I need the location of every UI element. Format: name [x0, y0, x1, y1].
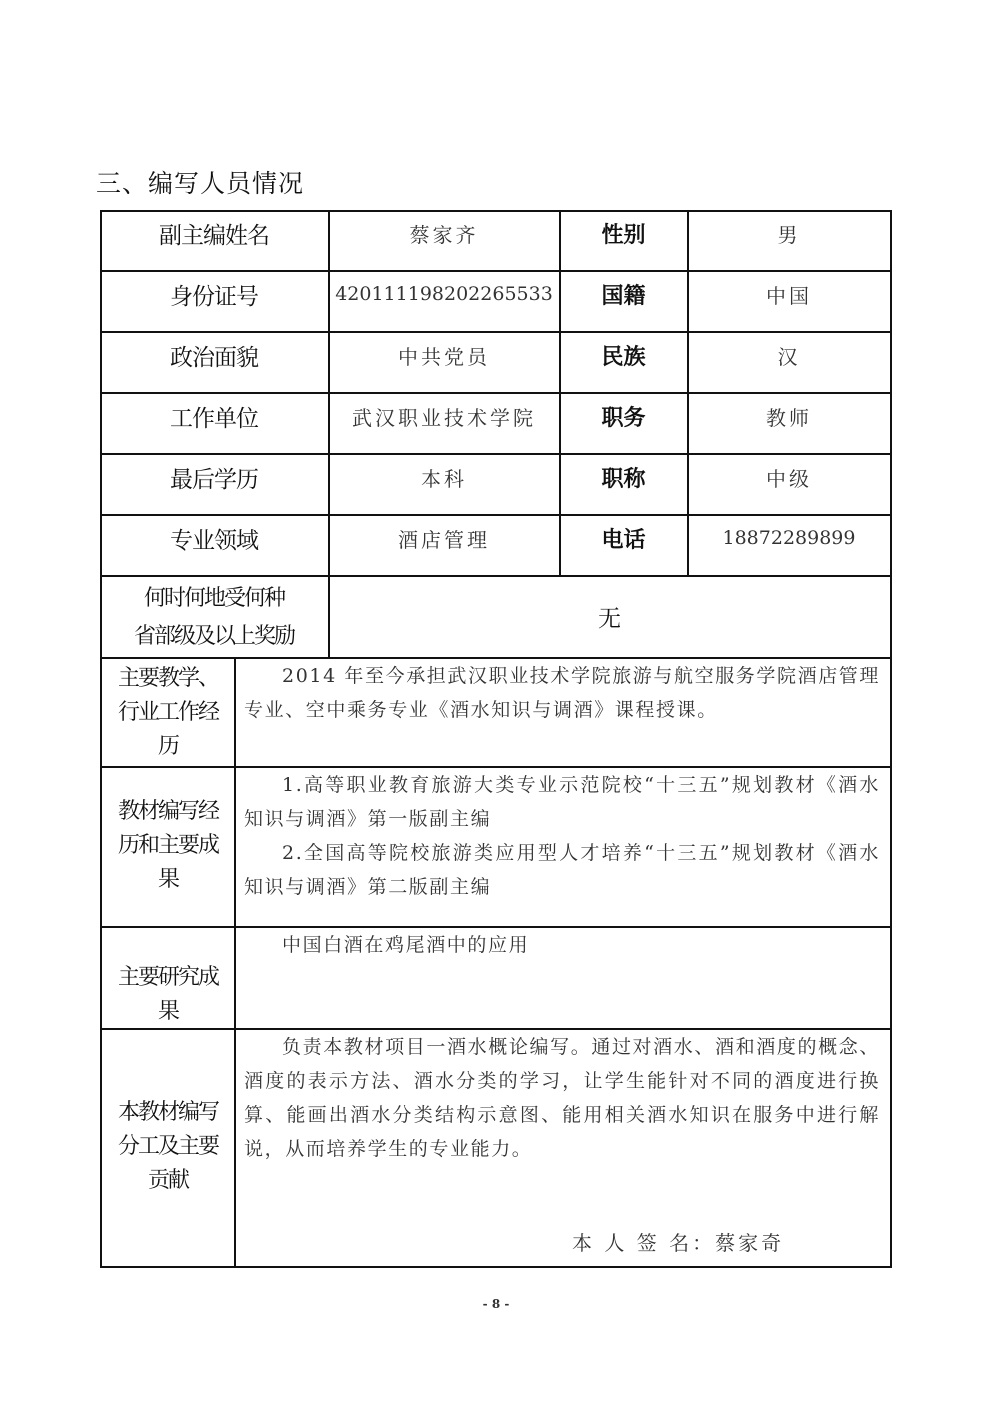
label-id-number: 身份证号: [170, 283, 258, 310]
label-ethnicity: 民族: [601, 344, 646, 370]
label-textbook: 教材编写经 历和主要成 果: [117, 799, 218, 892]
value-position: 教师: [766, 405, 812, 430]
label-phone: 电话: [601, 527, 646, 553]
label-title: 职称: [601, 466, 646, 492]
value-awards: 无: [598, 606, 621, 632]
textbook-text: [244, 768, 880, 904]
label-position: 职务: [601, 405, 646, 431]
label-work-unit: 工作单位: [170, 405, 258, 432]
label-nationality: 国籍: [601, 283, 646, 309]
experience-text: 2014 年至今承担武汉职业技术学院旅游与航空服务学院酒店管理专业、空中乘务专业《酒水知识与调酒》课程授课。: [244, 665, 880, 721]
page-number: - 8 -: [482, 1297, 510, 1311]
value-field: 酒店管理: [398, 527, 490, 552]
value-phone: 18872289899: [722, 527, 856, 549]
signature-line: 本 人 签 名：蔡家奇: [572, 1231, 785, 1255]
label-gender: 性别: [601, 222, 646, 248]
value-political-status: 中共党员: [398, 344, 490, 369]
value-title: 中级: [766, 466, 812, 491]
value-gender: 男: [777, 222, 801, 247]
value-ethnicity: 汉: [777, 344, 801, 369]
textbook-item-1: 1.高等职业教育旅游大类专业示范院校“十三五”规划教材《酒水知识与调酒》第一版副主编: [244, 774, 880, 830]
textbook-item-2: 2.全国高等院校旅游类应用型人才培养“十三五”规划教材《酒水知识与调酒》第二版副主编: [244, 842, 880, 898]
section-title: 三、编写人员情况: [96, 169, 305, 198]
label-education: 最后学历: [170, 466, 258, 493]
value-nationality: 中国: [766, 283, 812, 308]
label-political-status: 政治面貌: [170, 344, 258, 371]
value-id-number: 420111198202265533: [335, 283, 553, 305]
label-deputy-editor-name: 副主编姓名: [159, 222, 269, 249]
value-work-unit: 武汉职业技术学院: [352, 405, 536, 430]
value-deputy-editor-name: 蔡家齐: [409, 222, 479, 247]
research-text: 中国白酒在鸡尾酒中的应用: [282, 934, 530, 956]
label-research: 主要研究成 果: [117, 965, 218, 1024]
label-experience: 主要教学、 行业工作经 历: [117, 666, 218, 759]
label-contribution: 本教材编写 分工及主要 贡献: [117, 1100, 218, 1193]
label-field: 专业领域: [170, 527, 258, 554]
contribution-text: 负责本教材项目一酒水概论编写。通过对酒水、酒和酒度的概念、酒度的表示方法、酒水分类的学习，让学生能针对不同的酒度进行换算、能画出酒水分类结构示意图、能用相关酒水知识在服务中进行解说，从而培养学生的专业能力。: [244, 1036, 880, 1160]
value-education: 本科: [421, 466, 467, 491]
label-awards: 何时何地受何种 省部级及以上奖励: [133, 586, 294, 649]
personnel-table: [100, 210, 892, 1268]
